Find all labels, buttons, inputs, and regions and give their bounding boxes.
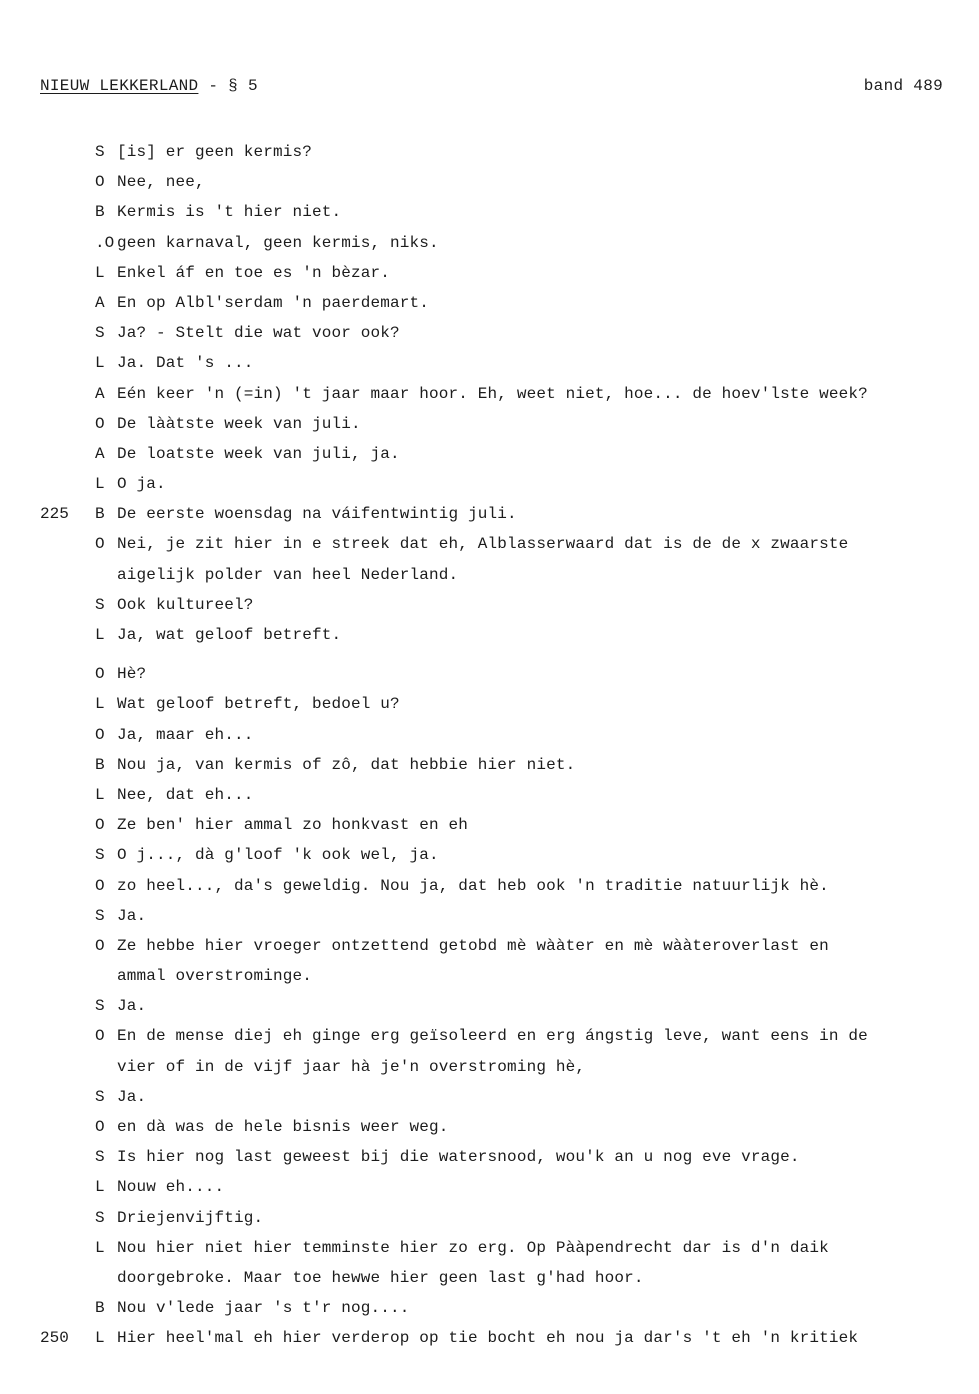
utterance-text: Hè?: [117, 665, 147, 684]
transcript-line: [0, 409, 979, 439]
speaker-label: B: [95, 505, 105, 524]
utterance-text: Is hier nog last geweest bij die watersnood, wou'k an u nog eve vrage.: [117, 1148, 800, 1167]
utterance-text: Driejenvijftig.: [117, 1208, 264, 1227]
utterance-text: Enkel áf en toe es 'n bèzar.: [117, 263, 391, 282]
transcript-line: [0, 258, 979, 288]
speaker-label: O: [95, 876, 105, 895]
transcript-line: [0, 1021, 979, 1051]
speaker-label: L: [95, 263, 105, 282]
speaker-label: B: [95, 755, 105, 774]
transcript-line: [0, 288, 979, 318]
speaker-label: L: [95, 695, 105, 714]
transcript-line: [0, 720, 979, 750]
line-number: 225: [40, 505, 69, 524]
header-section: - § 5: [208, 77, 258, 95]
transcript-line: [0, 1142, 979, 1172]
speaker-label: S: [95, 324, 105, 343]
utterance-text: doorgebroke. Maar toe hewwe hier geen last g'had hoor.: [117, 1268, 644, 1287]
transcript-line: [0, 810, 979, 840]
transcript-line: [0, 931, 979, 961]
transcript-line: [0, 137, 979, 167]
utterance-text: zo heel..., da's geweldig. Nou ja, dat heb ook 'n traditie natuurlijk hè.: [117, 876, 829, 895]
header-title: NIEUW LEKKERLAND: [40, 77, 199, 95]
utterance-text: ammal overstrominge.: [117, 967, 313, 986]
utterance-text: [is] er geen kermis?: [117, 143, 313, 161]
speaker-label: S: [95, 1148, 105, 1167]
utterance-text: Hier heel'mal eh hier verderop op tie bocht eh nou ja dar's 't eh 'n kritiek: [117, 1329, 859, 1348]
utterance-text: Wat geloof betreft, bedoel u?: [117, 695, 400, 714]
utterance-text: Eén keer 'n (=in) 't jaar maar hoor. Eh, weet niet, hoe... de hoev'lste week?: [117, 384, 868, 403]
transcript-line: [0, 901, 979, 931]
transcript-line: [0, 1293, 979, 1323]
utterance-text: Ze hebbe hier vroeger ontzettend getobd mè wààter en mè wààteroverlast en: [117, 936, 829, 955]
speaker-label: L: [95, 1178, 105, 1197]
speaker-label: O: [95, 1027, 105, 1046]
transcript-line: [0, 228, 979, 258]
transcript-line: [0, 840, 979, 870]
speaker-label: O: [95, 665, 105, 684]
utterance-text: O j..., dà g'loof 'k ook wel, ja.: [117, 846, 439, 865]
transcript-line: [0, 348, 979, 378]
transcript-line: [0, 1233, 979, 1263]
transcript-line: [0, 620, 979, 650]
utterance-text: Nei, je zit hier in e streek dat eh, Alblasserwaard dat is de de x zwaarste: [117, 535, 849, 554]
utterance-text: Ook kultureel?: [117, 595, 254, 614]
utterance-text: Ja.: [117, 1087, 147, 1106]
speaker-label: L: [95, 626, 105, 644]
utterance-text: De eerste woensdag na váifentwintig juli.: [117, 505, 517, 524]
utterance-text: Nouw eh....: [117, 1178, 225, 1197]
speaker-label: O: [95, 414, 105, 433]
speaker-label: S: [95, 1208, 105, 1227]
transcript-line: [0, 318, 979, 348]
speaker-label: S: [95, 906, 105, 925]
transcript-line: [0, 750, 979, 780]
transcript-line: [0, 529, 979, 559]
transcript-line: [0, 991, 979, 1021]
utterance-text: geen karnaval, geen kermis, niks.: [117, 233, 439, 252]
speaker-label: O: [95, 1118, 105, 1136]
transcript-line: [0, 469, 979, 499]
utterance-text: Nee, nee,: [117, 173, 205, 192]
transcript-body: [0, 137, 979, 1354]
transcript-line: [0, 1172, 979, 1202]
utterance-text: Ja, wat geloof betreft.: [117, 626, 342, 644]
transcript-line: [0, 689, 979, 719]
utterance-text: en dà was de hele bisnis weer weg.: [117, 1118, 449, 1136]
transcript-line: [0, 379, 979, 409]
transcript-line: [0, 1203, 979, 1233]
transcript-line: [0, 780, 979, 810]
speaker-label: .O: [95, 233, 115, 252]
speaker-label: A: [95, 444, 105, 463]
transcript-line: [0, 1263, 979, 1293]
transcript-line: [0, 439, 979, 469]
transcript-line: [0, 197, 979, 227]
transcript-line: [0, 1112, 979, 1142]
utterance-text: De loatste week van juli, ja.: [117, 444, 400, 463]
transcript-line: [0, 659, 979, 689]
utterance-text: Nee, dat eh...: [117, 785, 254, 804]
utterance-text: vier of in de vijf jaar hà je'n overstroming hè,: [117, 1057, 586, 1076]
band-number: band 489: [863, 77, 943, 95]
transcript-line: [0, 1082, 979, 1112]
utterance-text: Ja.: [117, 997, 147, 1016]
speaker-label: S: [95, 846, 105, 865]
speaker-label: O: [95, 173, 105, 192]
transcript-line: [0, 167, 979, 197]
header-left: [40, 77, 258, 95]
utterance-text: Nou hier niet hier temminste hier zo erg. Op Pààpendrecht dar is d'n daik: [117, 1238, 829, 1257]
speaker-label: A: [95, 293, 105, 312]
transcript-line: [0, 560, 979, 590]
speaker-label: L: [95, 1329, 105, 1348]
speaker-label: O: [95, 936, 105, 955]
transcript-line: [0, 590, 979, 620]
speaker-label: L: [95, 354, 105, 373]
speaker-label: O: [95, 535, 105, 554]
speaker-label: O: [95, 816, 105, 835]
utterance-text: De lààtste week van juli.: [117, 414, 361, 433]
utterance-text: Kermis is 't hier niet.: [117, 203, 342, 222]
utterance-text: Ze ben' hier ammal zo honkvast en eh: [117, 816, 469, 835]
transcript-line: [0, 499, 979, 529]
line-number: 250: [40, 1329, 69, 1348]
speaker-label: O: [95, 725, 105, 744]
speaker-label: B: [95, 1299, 105, 1318]
speaker-label: L: [95, 1238, 105, 1257]
utterance-text: En de mense diej eh ginge erg geïsoleerd en erg ángstig leve, want eens in de: [117, 1027, 868, 1046]
speaker-label: S: [95, 1087, 105, 1106]
utterance-text: Ja? - Stelt die wat voor ook?: [117, 324, 400, 343]
utterance-text: Ja. Dat 's ...: [117, 354, 254, 373]
speaker-label: S: [95, 997, 105, 1016]
utterance-text: O ja.: [117, 475, 166, 494]
utterance-text: Ja.: [117, 906, 147, 925]
utterance-text: Ja, maar eh...: [117, 725, 254, 744]
utterance-text: Nou v'lede jaar 's t'r nog....: [117, 1299, 410, 1318]
page-header: [40, 77, 943, 101]
utterance-text: En op Albl'serdam 'n paerdemart.: [117, 293, 430, 312]
utterance-text: Nou ja, van kermis of zô, dat hebbie hier niet.: [117, 755, 576, 774]
speaker-label: S: [95, 595, 105, 614]
speaker-label: L: [95, 785, 105, 804]
transcript-line: [0, 871, 979, 901]
transcript-line: [0, 1323, 979, 1353]
transcript-line: [0, 961, 979, 991]
speaker-label: S: [95, 143, 105, 161]
speaker-label: A: [95, 384, 105, 403]
speaker-label: B: [95, 203, 105, 222]
transcript-line: [0, 1052, 979, 1082]
utterance-text: aigelijk polder van heel Nederland.: [117, 565, 459, 584]
speaker-label: L: [95, 475, 105, 494]
